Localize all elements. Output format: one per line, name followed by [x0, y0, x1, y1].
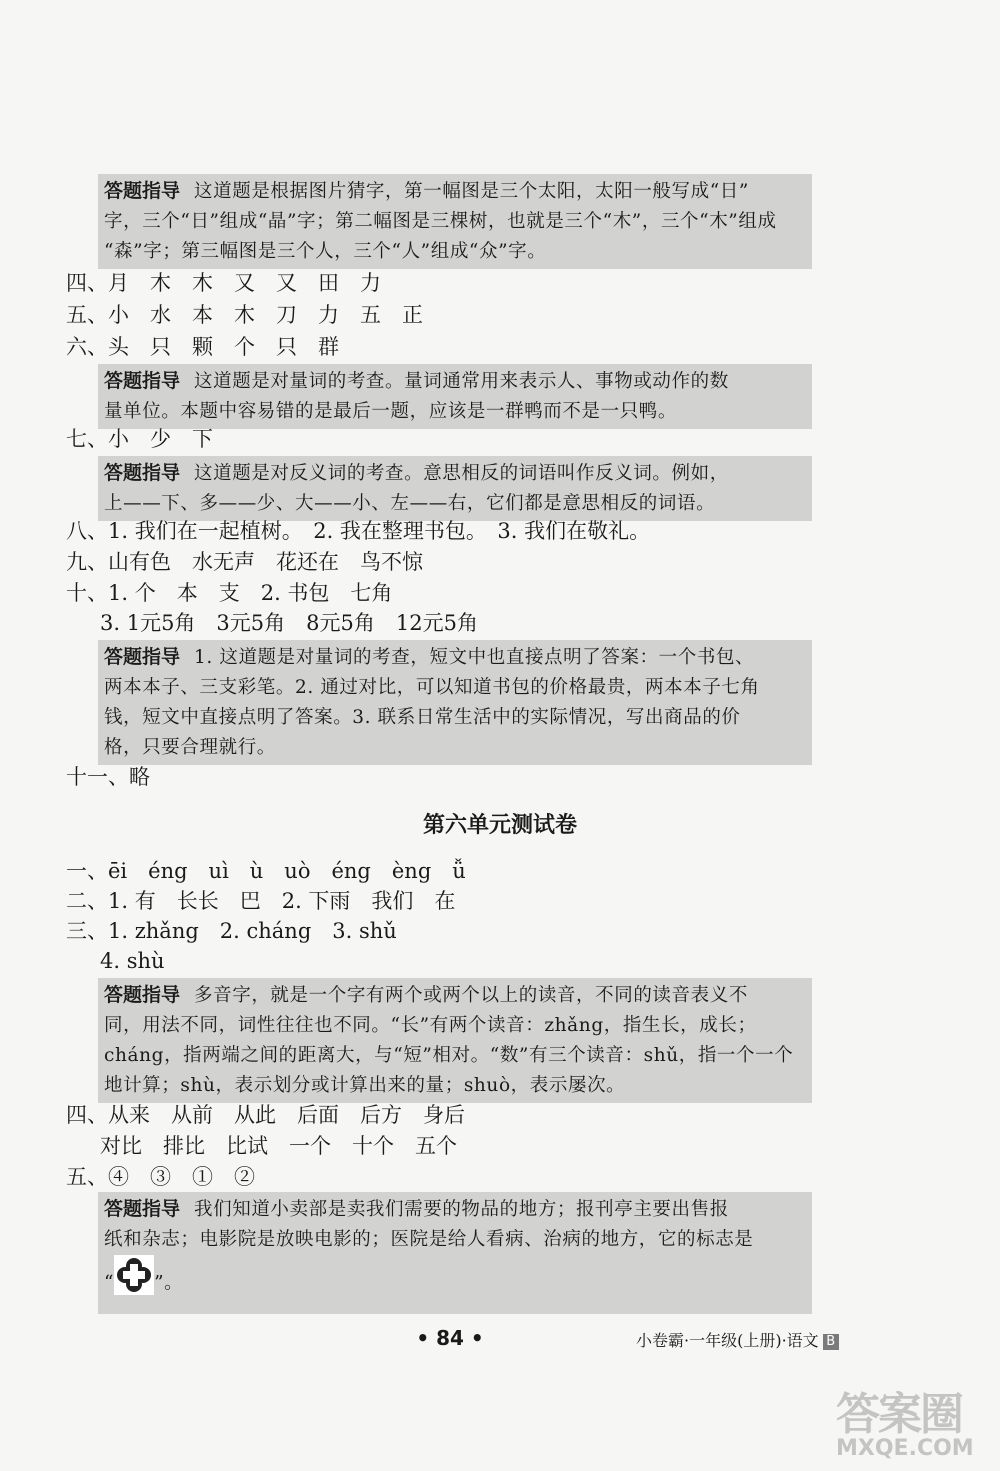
answer-s6-q1: 一、ēi éng uì ù uò éng èng ǚ	[66, 859, 466, 883]
answer-q8: 八、1. 我们在一起植树。 2. 我在整理书包。 3. 我们在敬礼。	[66, 519, 651, 543]
tip-line: 地计算；shù，表示划分或计算出来的量；shuò，表示屡次。	[104, 1075, 626, 1096]
hospital-cross-icon	[114, 1255, 154, 1312]
tip-label: 答题指导	[104, 462, 181, 484]
tip-line: 1. 这道题是对量词的考查，短文中也直接点明了答案：一个书包、	[194, 647, 755, 668]
tip-line: 纸和杂志；电影院是放映电影的；医院是给人看病、治病的地方，它的标志是	[104, 1229, 754, 1250]
tip-line: cháng，指两端之间的距离大，与“短”相对。“数”有三个读音：shǔ，指一个一个	[104, 1045, 794, 1066]
answer-q5: 五、小 水 本 木 刀 力 五 正	[66, 303, 423, 327]
answer-q7: 七、小 少 下	[66, 427, 213, 451]
tip-label: 答题指导	[104, 984, 181, 1006]
watermark-big: 答案圈	[836, 1389, 962, 1440]
tip-line: 同，用法不同，词性往往也不同。“长”有两个读音：zhǎng，指生长，成长；	[104, 1015, 757, 1036]
tip-line: 钱，短文中直接点明了答案。3. 联系日常生活中的实际情况，写出商品的价	[104, 707, 741, 728]
edition-badge: B	[823, 1334, 839, 1350]
answer-s6-q4a: 四、从来 从前 从此 后面 后方 身后	[66, 1103, 465, 1127]
answer-q6: 六、头 只 颗 个 只 群	[66, 335, 339, 359]
section-title: 第六单元测试卷	[422, 813, 577, 838]
tip-label: 答题指导	[104, 1198, 181, 1220]
answer-q4: 四、月 木 木 又 又 田 力	[66, 271, 381, 295]
tip-line: 这道题是对反义词的考查。意思相反的词语叫作反义词。例如，	[194, 463, 729, 484]
tip-line: 我们知道小卖部是卖我们需要的物品的地方；报刊亭主要出售报	[194, 1199, 729, 1220]
footer-text: 小卷霸·一年级(上册)·语文	[636, 1331, 819, 1350]
page-number: • 84 •	[416, 1326, 484, 1350]
answer-q10b: 3. 1元5角 3元5角 8元5角 12元5角	[100, 611, 478, 635]
tip-block-s6-5	[98, 1192, 812, 1314]
tip-line: 这道题是对量词的考查。量词通常用来表示人、事物或动作的数	[194, 371, 729, 392]
tip-line: 多音字，就是一个字有两个或两个以上的读音，不同的读音表义不	[194, 985, 748, 1006]
tip-block-6	[98, 364, 812, 429]
tip-line: 这道题是根据图片猜字，第一幅图是三个太阳，太阳一般写成“日”	[194, 181, 749, 202]
tip-line: “森”字；第三幅图是三个人，三个“人”组成“众”字。	[104, 241, 547, 262]
tip-block-s6-3	[98, 978, 812, 1103]
answer-q9: 九、山有色 水无声 花还在 鸟不惊	[66, 550, 423, 574]
watermark-small: MXQE.COM	[836, 1436, 974, 1461]
tip-line: 格，只要合理就行。	[104, 737, 276, 758]
answer-s6-q2: 二、1. 有 长长 巴 2. 下雨 我们 在	[66, 889, 456, 913]
tip-line: 字，三个“日”组成“晶”字；第二幅图是三棵树，也就是三个“木”，三个“木”组成	[104, 211, 777, 232]
tip-quote-close: ”。	[154, 1272, 184, 1294]
answer-s6-q4b: 对比 排比 比试 一个 十个 五个	[100, 1134, 457, 1158]
footer	[636, 1328, 839, 1351]
tip-label: 答题指导	[104, 646, 181, 668]
tip-quote-open: “	[104, 1272, 115, 1294]
tip-label: 答题指导	[104, 370, 181, 392]
answer-s6-q5: 五、④ ③ ① ②	[66, 1165, 255, 1189]
answer-q10a: 十、1. 个 本 支 2. 书包 七角	[66, 581, 393, 605]
answer-s6-q3b: 4. shù	[100, 949, 165, 973]
tip-line: 上——下、多——少、大——小、左——右，它们都是意思相反的词语。	[104, 493, 716, 514]
answer-q11: 十一、略	[66, 765, 150, 789]
tip-block-7	[98, 456, 812, 521]
watermark-logo	[836, 1378, 986, 1466]
tip-label: 答题指导	[104, 180, 181, 202]
tip-block-1	[98, 174, 812, 269]
tip-line: 两本本子、三支彩笔。2. 通过对比，可以知道书包的价格最贵，两本本子七角	[104, 677, 760, 698]
answer-s6-q3a: 三、1. zhǎng 2. cháng 3. shǔ	[66, 919, 397, 943]
tip-block-10	[98, 640, 812, 765]
tip-line: 量单位。本题中容易错的是最后一题，应该是一群鸭而不是一只鸭。	[104, 401, 678, 422]
